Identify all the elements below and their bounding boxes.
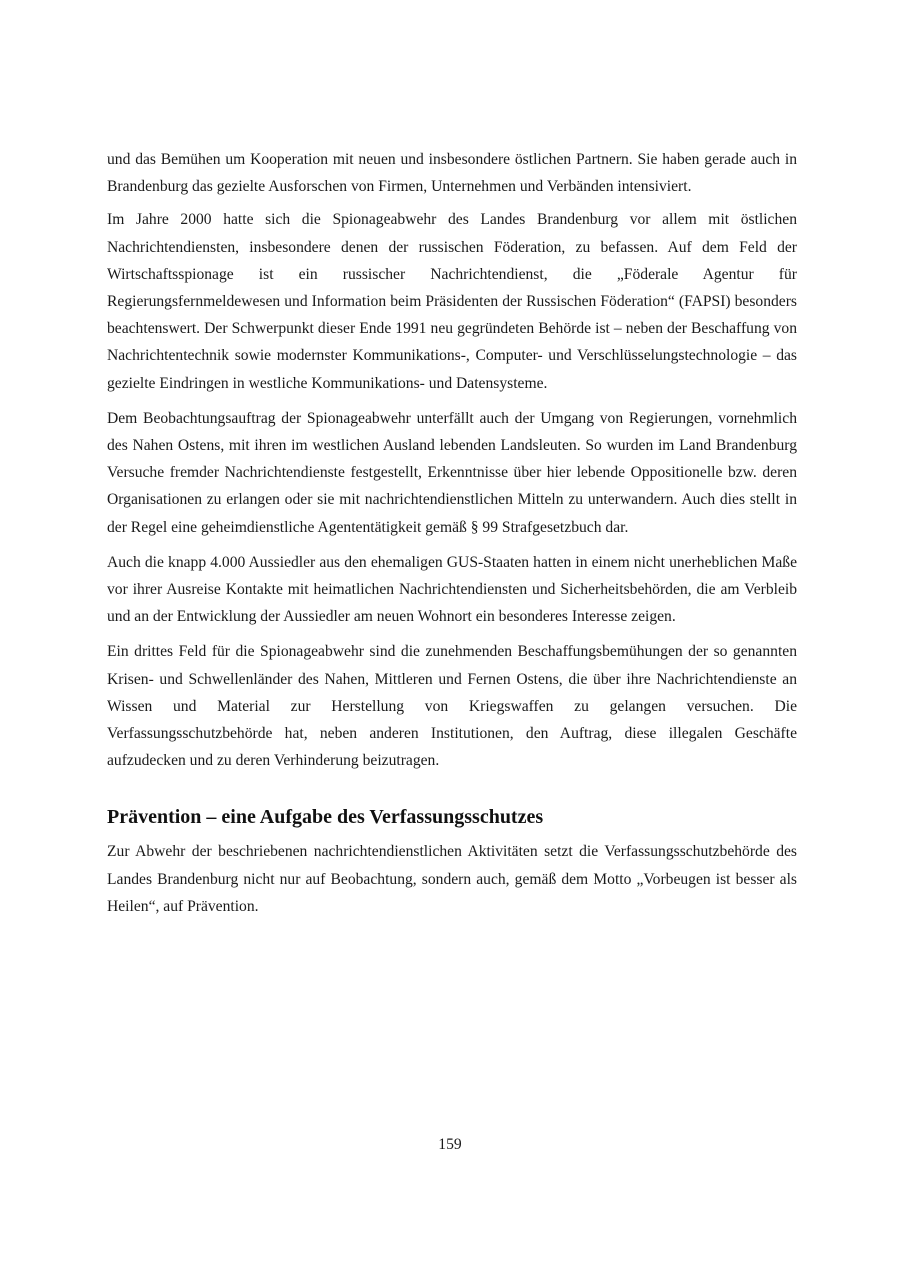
paragraph: Auch die knapp 4.000 Aussiedler aus den ehemaligen GUS-Staaten hatten in einem nicht unerheblichen Maße vor ihrer Ausreise Kontakte mit heimatlichen Nachrichtendiensten und Sicherheitsbehörden, die am Verbleib und an der Entwicklung der Aussiedler am neuen Wohnort ein besonderes Interesse zeigen. bbox=[107, 553, 797, 626]
document-body bbox=[107, 146, 797, 928]
paragraph: Dem Beobachtungsauftrag der Spionageabwehr unterfällt auch der Umgang von Regierungen, vornehmlich des Nahen Ostens, mit ihren im westlichen Ausland lebenden Landsleuten. So wurden im Land Brandenburg Versuche fremder Nachrichtendienste festgestellt, Erkenntnisse über hier lebende Oppositionelle bzw. deren Organisationen zu erlangen oder sie mit nachrichtendienstlichen Mitteln zu unterwandern. Auch dies stellt in der Regel eine geheimdienstliche Agententätigkeit gemäß § 99 Strafgesetzbuch dar. bbox=[107, 409, 797, 536]
section-heading: Prävention – eine Aufgabe des Verfassungsschutzes bbox=[107, 806, 544, 829]
page-number: 159 bbox=[438, 1136, 462, 1153]
paragraph: Zur Abwehr der beschriebenen nachrichtendienstlichen Aktivitäten setzt die Verfassungsschutzbehörde des Landes Brandenburg nicht nur auf Beobachtung, sondern auch, gemäß dem Motto „Vorbeugen ist besser als Heilen“, auf Prävention. bbox=[107, 843, 797, 915]
paragraph: Ein drittes Feld für die Spionageabwehr sind die zunehmenden Beschaffungsbemühungen der so genannten Krisen- und Schwellenländer des Nahen, Mittleren und Fernen Ostens, die über ihre Nachrichtendienste an Wissen und Material zur Herstellung von Kriegswaffen zu gelangen versuchen. Die Verfassungsschutzbehörde hat, neben anderen Institutionen, den Auftrag, diese illegalen Geschäfte aufzudecken und zu deren Verhinderung beizutragen. bbox=[107, 643, 797, 770]
paragraph: und das Bemühen um Kooperation mit neuen und insbesondere östlichen Partnern. Sie haben gerade auch in Brandenburg das gezielte Ausforschen von Firmen, Unternehmen und Verbänden intensiviert. bbox=[107, 151, 797, 196]
paragraph: Im Jahre 2000 hatte sich die Spionageabwehr des Landes Brandenburg vor allem mit östlichen Nachrichtendiensten, insbesondere denen der russischen Föderation, zu befassen. Auf dem Feld der Wirtschaftsspionage ist ein russischer Nachrichtendienst, die „Föderale Agentur für Regierungsfernmeldewesen und Information beim Präsidenten der Russischen Föderation“ (FAPSI) besonders beachtenswert. Der Schwerpunkt dieser Ende 1991 neu gegründeten Behörde ist – neben der Beschaffung von Nachrichtentechnik sowie modernster Kommunikations-, Computer- und Verschlüsselungstechnologie – das gezielte Eindringen in westliche Kommunikations- und Datensysteme. bbox=[107, 211, 797, 392]
